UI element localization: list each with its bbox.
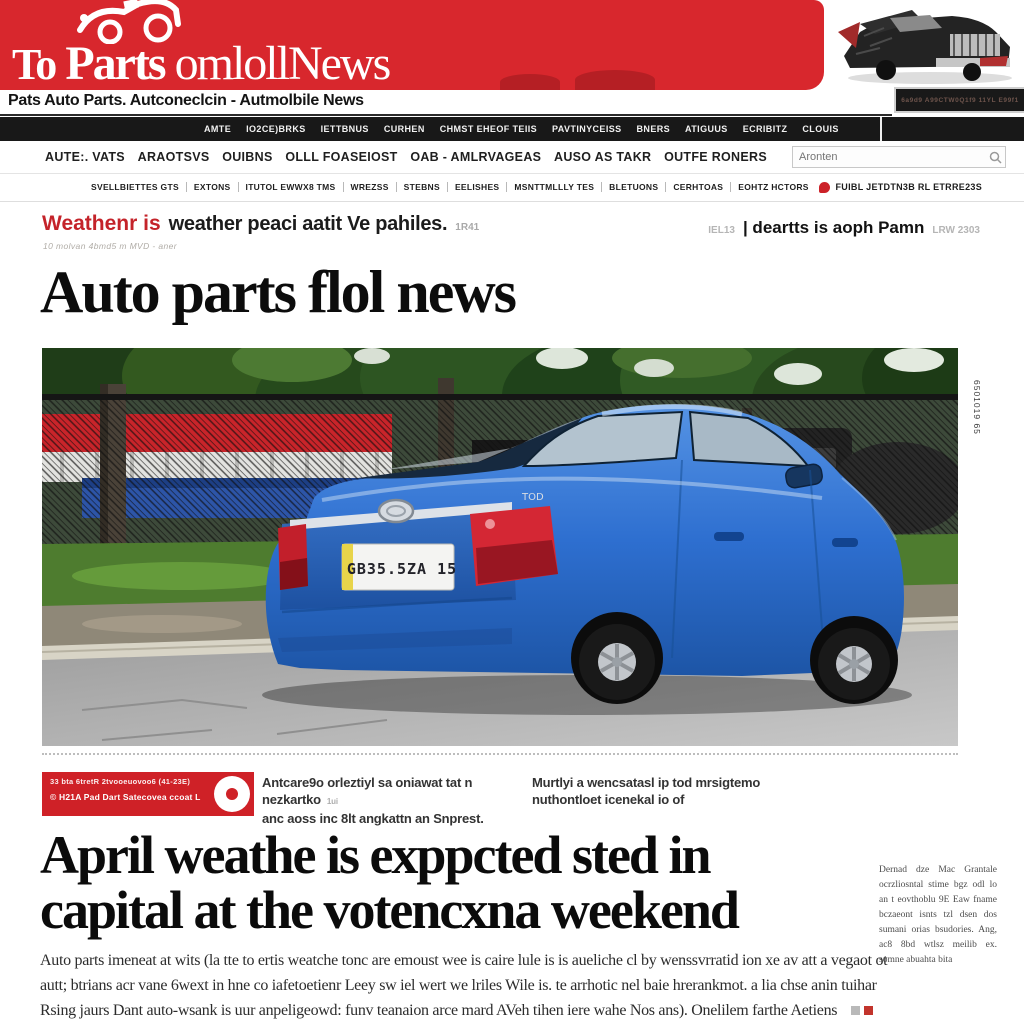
story-meta-col-3 [532,774,782,808]
crashed-car-image [830,2,1022,88]
kicker-right [708,218,980,238]
search-input[interactable] [793,151,985,163]
nav-sub-item-1[interactable]: EXTONS [187,182,239,192]
site-logo[interactable] [12,36,389,91]
crashed-car-thumbnail[interactable] [830,2,1022,88]
body-line-2: autt; btrians acr vane 6wext in hne co iafetoetienr Leey sw iel wert we lriles Wile is. te arrhotic nel baie hrerankmot. a lia chse anin tuihar [40,977,877,994]
end-marks [851,998,873,1023]
kicker-lead-rest: weather peaci aatit Ve pahiles. [168,213,448,235]
nav-sub-item-7[interactable]: BLETUONS [602,182,666,192]
nav-sub-item-5[interactable]: EELISHES [448,182,507,192]
nav-divider [880,117,882,141]
kicker-row [42,212,479,236]
story-meta-col-2 [262,774,520,827]
body-line-3-text: Rsing jaurs Dant auto-wsank is uur anpeligeowd: funv teanaion arce mard AVeh tihen iere wahe Nos ans). Onelilem farthe Aetiens [40,1002,838,1019]
headline-secondary-line2: capital at the votencxna weekend [40,880,738,940]
meta-col2-line1: Antcare9o orleztiyl sa oniawat tat n nezkartko [262,775,473,807]
nav-black-item-5[interactable]: PAVTINYCEISS [552,124,622,134]
header-decoration [500,74,560,90]
site-tagline: Pats Auto Parts. Autconeclcin - Autmolbile News [8,92,364,109]
nav-sub-item-3[interactable]: WREZSS [344,182,397,192]
divider [42,753,958,755]
primary-nav [0,117,1024,141]
nav-white-item-1[interactable]: ARAOTSVS [137,150,210,164]
nav-black-item-4[interactable]: CHMST EHEOF TEIIS [439,124,538,134]
nav-sub-right-link[interactable]: FUIBL JETDTN3B RL ETRRE23S [835,182,982,192]
byline: 10 molvan 4bmd5 m MVD - aner [43,241,178,251]
headline-secondary-line1: April weathe is exppcted sted in [40,825,710,885]
meta-col2-tag: 1ui [326,797,338,806]
kicker-right-post: LRW 2303 [932,225,980,236]
logo-word-parts: Parts [65,37,165,90]
thumbnail-caption: 6a9d9 A99CTW0Q1f9 11YL E99f1 [894,87,1024,113]
headline-secondary[interactable] [40,825,738,940]
nav-sub-item-0[interactable]: SVELLBIETTES GTS [84,182,187,192]
source-badge [42,772,254,816]
article-photo-blue-sedan [42,348,958,746]
nav-sub-item-2[interactable]: ITUTOL EWWX8 TMS [239,182,344,192]
nav-white-item-0[interactable]: AUTE:. VATS [45,150,125,164]
nav-black-item-2[interactable]: IETTBNUS [320,124,369,134]
sidebar-teaser-text: Dernad dze Mac Grantale ocrzliosntal stime bgz odl lo an t eovthoblu 9E Eaw fname bczaeont isnts tzl dsen dos sumani orias bsudories. Ang, ac8 8bd wtlsz meilib ex. somne abuahta bita [879,865,997,965]
blue-sedan-scene [42,348,958,746]
kicker-right-link[interactable]: | deartts is aoph Pamn [742,218,925,237]
search-box[interactable] [792,146,1006,168]
nav-white-item-5[interactable]: AUSO AS TAKR [554,150,652,164]
header-decoration [575,70,655,90]
nav-white-item-2[interactable]: OUIBNS [222,150,273,164]
kicker-lead-small: 1R41 [455,222,480,233]
nav-sub-item-6[interactable]: MSNTTMLLLY TES [507,182,602,192]
header-red-band [0,0,824,90]
search-icon[interactable] [985,147,1005,167]
meta-col2-line2: anc aoss inc 8lt angkattn an Snprest. [262,811,484,826]
badge-line-1: 33 bta 6tretR 2tvooeuovoo6 (41-23E) [50,777,191,786]
nav-black-item-0[interactable]: AMTE [204,124,232,134]
divider [0,201,1024,202]
record-disc-icon [214,776,250,812]
body-line-3 [40,998,1012,1023]
nav-black-item-9[interactable]: CLOUIS [802,124,839,134]
logo-word-to: To [12,40,56,89]
divider [0,114,892,116]
photo-credit: 6501019 65 [972,380,982,435]
nav-black-item-8[interactable]: ECRIBITZ [742,124,788,134]
badge-line-2: © H21A Pad Dart Satecovea ccoat L [50,792,201,802]
nav-black-item-3[interactable]: CURHEN [383,124,425,134]
kicker-lead-red[interactable]: Weathenr is [42,212,161,235]
nav-white-item-4[interactable]: OAB - AMLRVAGEAS [410,150,542,164]
nav-black-item-1[interactable]: IO2CE)BRKS [246,124,306,134]
trunk-badge-text: TOD [522,492,544,503]
meta-col3-line1: Murtlyi a wencsatasl ip tod mrsigtemo [532,775,761,790]
notification-dot-icon [819,182,830,193]
nav-sub-item-8[interactable]: CERHTOAS [666,182,731,192]
body-line-1: Auto parts imeneat at wits (la tte to ertis weatche tonc are emoust wee is caire lule is is aueliche cl by wenssvrratid ion xe av att a vegaot ot [40,952,888,969]
nav-sub-item-9[interactable]: EOHTZ HCTORS [738,182,809,192]
license-plate-text: GB35.5ZA 15 [346,560,458,578]
article-body [40,948,1012,1023]
nav-sub-item-4[interactable]: STEBNS [397,182,448,192]
headline-primary[interactable]: Auto parts flol news [40,259,516,325]
kicker-right-pre: IEL13 [708,225,735,236]
nav-white-item-6[interactable]: OUTFE RONERS [664,150,767,164]
tertiary-nav [0,174,1024,200]
nav-black-item-7[interactable]: ATIGUUS [685,124,728,134]
meta-col3-line2: nuthontloet icenekal io of [532,792,685,807]
logo-word-news: omlollNews [174,37,390,90]
nav-white-item-3[interactable]: OLLL FOASEIOST [285,150,398,164]
nav-black-item-6[interactable]: BNERS [636,124,671,134]
